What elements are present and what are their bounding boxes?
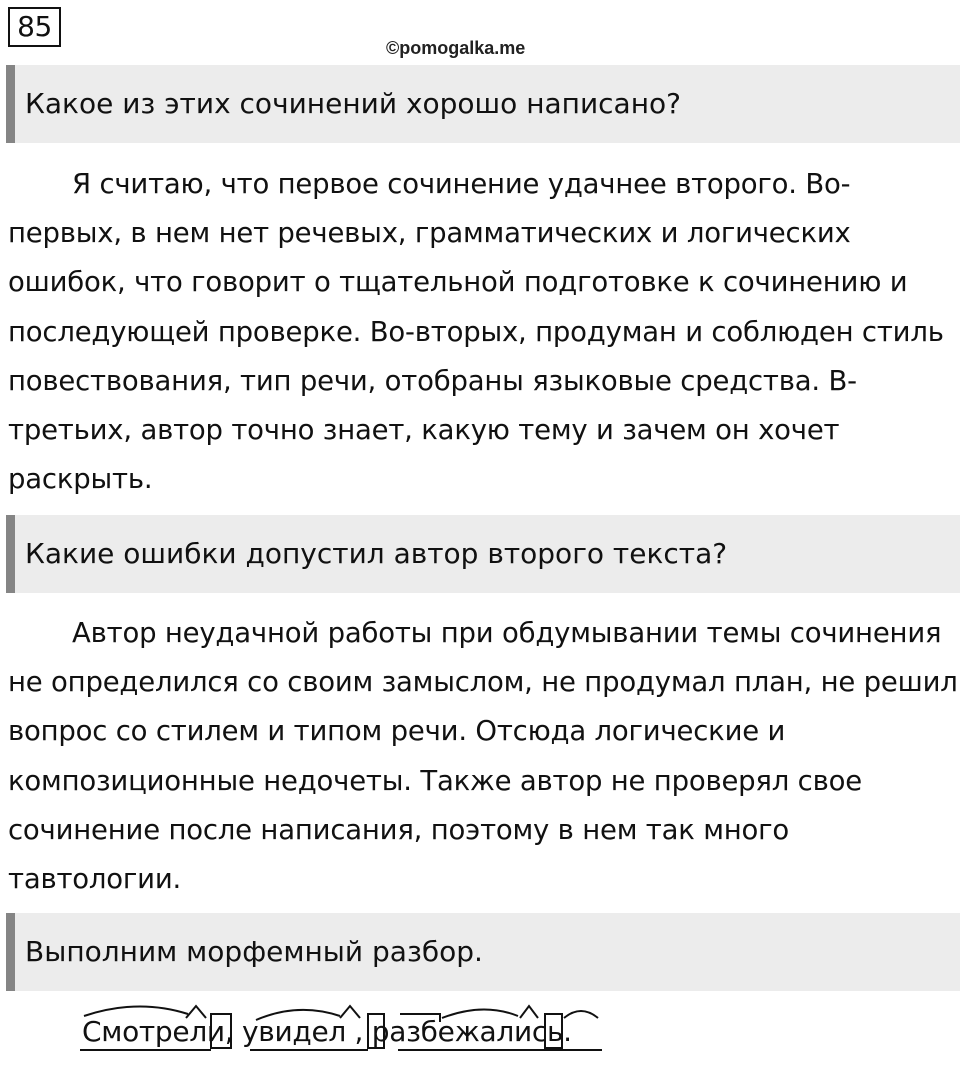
morpheme-analysis [78, 1000, 638, 1060]
question-3: Выполним морфемный разбор. [6, 913, 960, 991]
answer-1: Я считаю, что первое сочинение удачнее второго. Во-первых, в нем нет речевых, грамматических и логических ошибок, что говорит о тщательной подготовке к сочинению и последующей проверке. Во-вторых, продуман и соблюден стиль повествования, тип речи, отобраны языковые средства. В-третьих, автор точно знает, какую тему и зачем он хочет раскрыть. [8, 168, 944, 496]
question-2: Какие ошибки допустил автор второго текста? [6, 515, 960, 593]
answer-2: Автор неудачной работы при обдумывании темы сочинения не определился со своим замыслом, не продумал план, не решил вопрос со стилем и типом речи. Отсюда логические и композиционные недочеты. Также автор не проверял свое сочинение после написания, поэтому в нем так много тавтологии. [8, 617, 958, 896]
question-1: Какое из этих сочинений хорошо написано? [6, 65, 960, 143]
morpheme-words: Смотрели, увидел , разбежались. [82, 1015, 572, 1048]
watermark: ©pomogalka.me [386, 38, 526, 58]
task-number-box: 85 [8, 7, 61, 47]
